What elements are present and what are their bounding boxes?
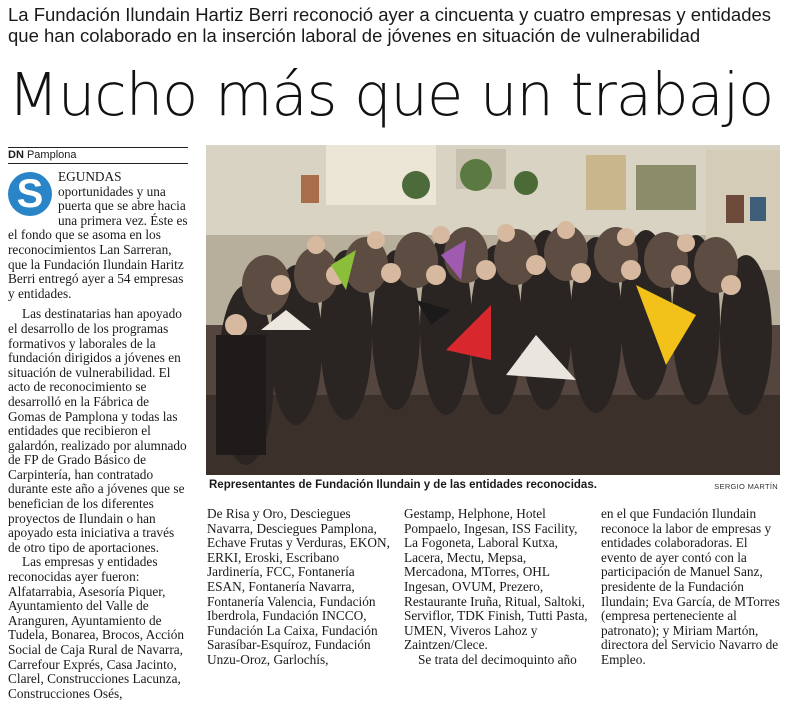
photo-credit: SERGIO MARTÍN <box>714 482 778 491</box>
column-2-text: De Risa y Oro, Desciegues Navarra, Desciegues Pamplona, Echave Frutas y Verduras, EKON, ERKI, Eroski, Escribano Jardinería, FCC, Fontanería ESAN, Fontanería Navarra, Fontanería Valencia, Fundación Iberdrola, Fundación INCCO, Fundación La Caixa, Fundación Sarasíbar-Esquíroz, Fundación Unzu-Oroz, Garlochís, <box>207 506 390 667</box>
article-column-3 <box>404 507 588 668</box>
article-headline: Mucho más que un trabajo <box>8 60 774 129</box>
column-3-text: Gestamp, Helphone, Hotel Pompaelo, Ingesan, ISS Facility, La Fogoneta, Laboral Kutxa, Lacera, Mectu, Mepsa, Mercadona, MTorres, OHL Ingesan, OVUM, Prezero, Restaurante Iruña, Ritual, Saltoki, Serviflor, TDK Finish, Tutti Pasta, UMEN, Viveros Lahoz y Zaintzen/Clece. <box>404 506 588 653</box>
photo-caption: Representantes de Fundación Ilundain y de las entidades reconocidas. <box>209 479 597 491</box>
paragraph-2: Las destinatarias han apoyado el desarrollo de los programas formativos y laborales de la fundación dirigidos a jóvenes en situación de vulnerabilidad. El acto de reconocimiento se desarrolló en la Fábrica de Gomas de Pamplona y todas las entidades que recibieron el galardón, realizado por alumnado de FP de Grado Básico de Carpintería, han contratado durante este año a jóvenes que se benefician de los diferentes proyectos de Ilundain o han apoyado esta iniciativa a través de otro tipo de aportaciones. <box>8 306 187 555</box>
byline-rule-bottom <box>8 163 188 164</box>
paragraph-3: Las empresas y entidades reconocidas ayer fueron: Alfatarrabia, Asesoría Piquer, Ayuntamiento del Valle de Aranguren, Ayuntamiento de Tudela, Bonarea, Brocos, Acción Social de Caja Rural de Navarra, Carrefour Exprés, Casa Jacinto, Clarel, Construcciones Lacunza, Construcciones Osés, <box>8 554 185 701</box>
article-column-1 <box>8 170 188 701</box>
lead-text: EGUNDAS oportunidades y una puerta que se abre hacia una primera vez. Éste es el fondo que se asoma en los reconocimientos Lan Sarreran, que la Fundación Ilundain Haritz Berri entregó ayer a 54 empresas y entidades. <box>8 169 188 301</box>
article-column-4 <box>601 507 781 668</box>
column-4-text: en el que Fundación Ilundain reconoce la labor de empresas y entidades colaboradoras. El evento de ayer contó con la participación de Manuel Sanz, presidente de la Fundación Ilundain; Eva García, de MTorres (empresa perteneciente al patronato); y Miriam Martón, directora del Servicio Navarro de Empleo. <box>601 506 780 667</box>
column-3-next: Se trata del decimoquinto año <box>418 651 577 667</box>
lead-paragraph <box>8 170 188 301</box>
dropcap: S <box>8 172 52 216</box>
group-photo <box>206 145 780 475</box>
group-photo-illustration <box>206 145 780 475</box>
byline <box>8 149 77 162</box>
byline-source: DN <box>8 149 24 161</box>
article-column-2 <box>207 507 391 668</box>
article-subheadline: La Fundación Ilundain Hartiz Berri reconoció ayer a cincuenta y cuatro empresas y entidades que han colaborado en la inserción laboral de jóvenes en situación de vulnerabilidad <box>8 4 772 46</box>
byline-rule-top <box>8 147 188 148</box>
byline-place: Pamplona <box>26 149 77 161</box>
